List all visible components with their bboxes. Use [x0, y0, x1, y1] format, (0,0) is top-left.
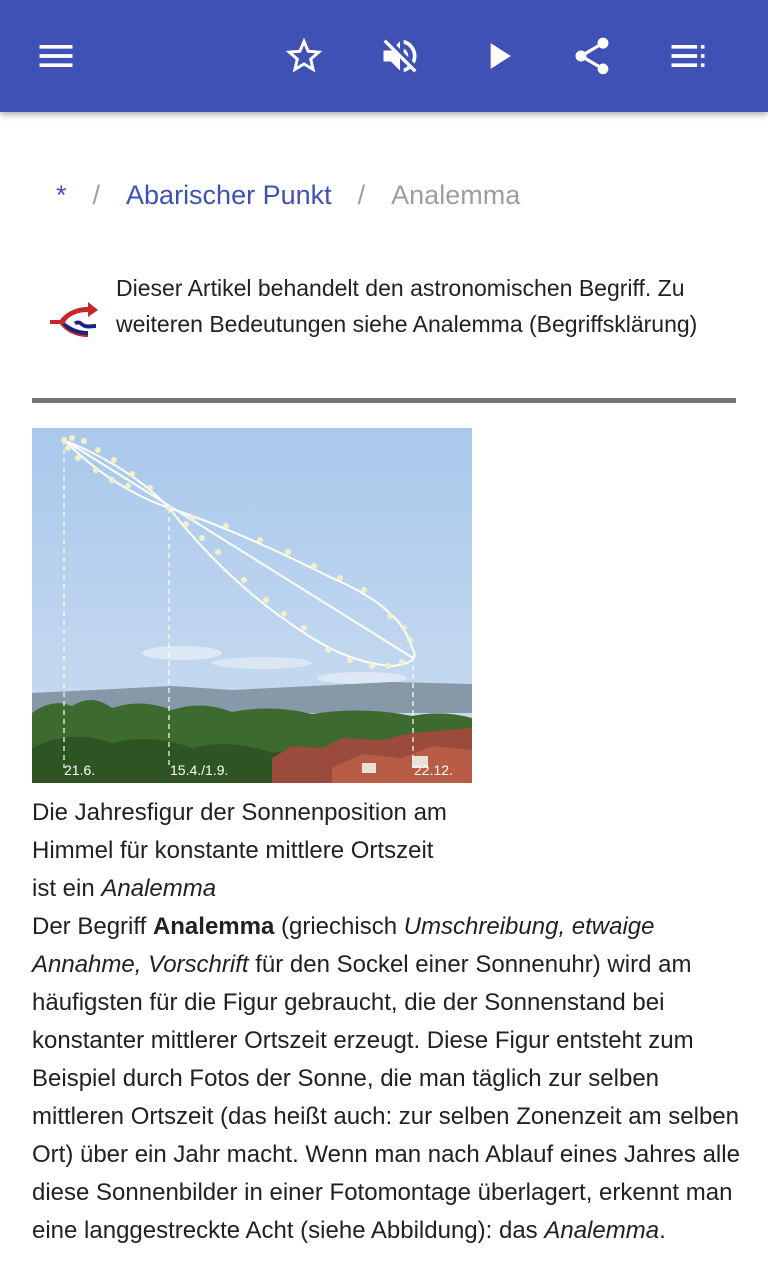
analemma-image[interactable]	[32, 428, 472, 783]
paragraph-text: (griechisch	[274, 913, 404, 940]
play-icon	[476, 34, 520, 78]
star-outline-icon	[282, 34, 326, 78]
breadcrumb	[56, 180, 520, 211]
app-bar	[0, 0, 768, 112]
bookmark-button[interactable]	[272, 24, 336, 88]
paragraph-text: Der Begriff	[32, 913, 153, 940]
caption-term: Analemma	[101, 875, 217, 902]
divider	[32, 398, 736, 403]
breadcrumb-separator: /	[357, 180, 366, 210]
breadcrumb-current: Analemma	[391, 180, 521, 210]
hatnote-text[interactable]: Dieser Artikel behandelt den astronomischen Begriff. Zu weiteren Bedeutungen siehe Analemma (Begriffsklärung)	[116, 275, 698, 337]
figure-label-winter: 22.12.	[414, 762, 453, 778]
breadcrumb-separator: /	[92, 180, 101, 210]
article-paragraph	[32, 908, 740, 1250]
figure-caption	[32, 794, 462, 908]
breadcrumb-parent-link[interactable]: Abarischer Punkt	[126, 180, 332, 210]
paragraph-text: für den Sockel einer Sonnenuhr) wird am häufigsten für die Figur gebraucht, die der Sonnenstand bei konstanter mittlerer Ortszeit erzeugt. Diese Figur entsteht zum Beispiel durch Fotos der Sonne, die man täglich zur selben mittleren Ortszeit (das heißt auch: zur selben Zonenzeit am selben Ort) über ein Jahr macht. Wenn man nach Ablauf eines Jahres alle diese Sonnenbilder in einer Fotomontage überlagert, erkennt man eine langgestreckte Acht (siehe Abbildung): das	[32, 951, 740, 1244]
share-button[interactable]	[560, 24, 624, 88]
mute-button[interactable]	[368, 24, 432, 88]
play-button[interactable]	[466, 24, 530, 88]
menu-icon	[34, 34, 78, 78]
menu-button[interactable]	[24, 24, 88, 88]
figure-label-equinox: 15.4./1.9.	[170, 762, 229, 778]
share-icon	[570, 34, 614, 78]
table-of-contents-button[interactable]	[656, 24, 720, 88]
analemma-photo	[32, 428, 472, 783]
figure-label-summer: 21.6.	[64, 762, 96, 778]
paragraph-text: .	[659, 1217, 666, 1244]
list-icon	[666, 34, 710, 78]
disambiguation-icon	[46, 298, 100, 342]
article-term: Analemma	[152, 913, 275, 940]
article-term-italic: Analemma	[544, 1217, 660, 1244]
breadcrumb-root-link[interactable]: *	[56, 180, 67, 210]
volume-off-icon	[378, 34, 422, 78]
caption-text: Die Jahresfigur der Sonnenposition am Himmel für konstante mittlere Ortszeit ist ein	[32, 799, 447, 902]
term-meaning: Umschreibung, etwaige Annahme, Vorschrift	[32, 913, 655, 978]
